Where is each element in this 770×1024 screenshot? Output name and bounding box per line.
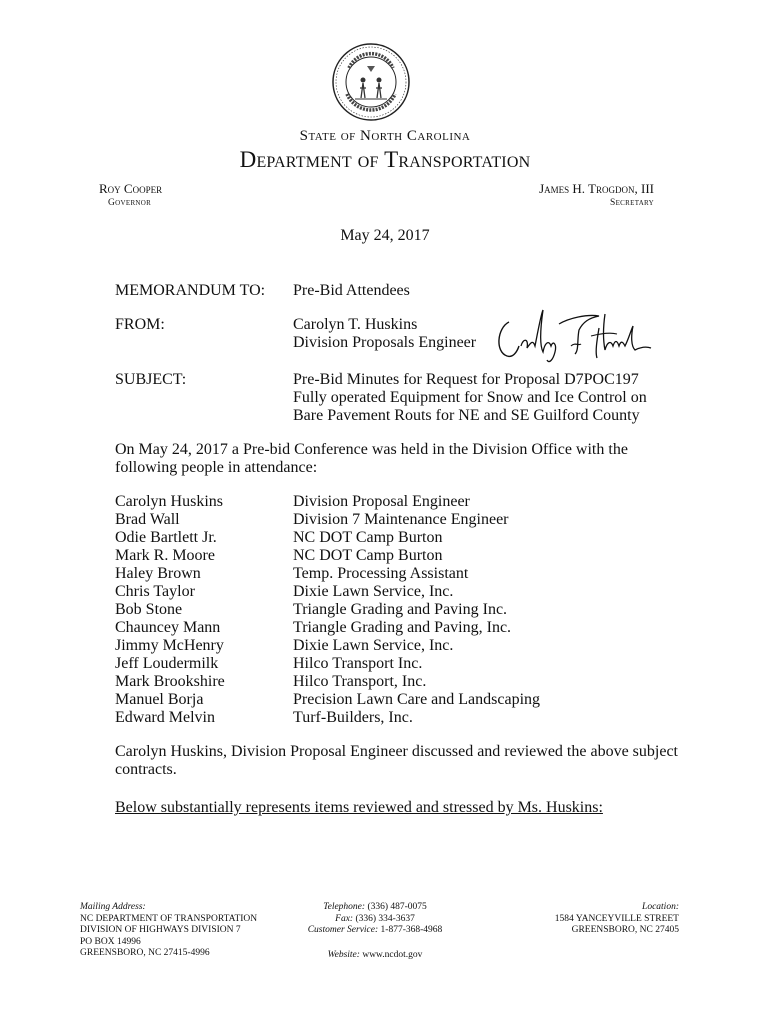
attendee-organization: Turf-Builders, Inc.: [293, 709, 413, 726]
attendee-row: [115, 583, 615, 601]
attendee-name: Jimmy McHenry: [115, 637, 224, 654]
memo-to-label: MEMORANDUM TO:: [115, 282, 266, 299]
attendee-organization: Triangle Grading and Paving Inc.: [293, 601, 508, 618]
fax-line: [290, 914, 460, 926]
attendee-name: Jeff Loudermilk: [115, 655, 219, 672]
attendee-name: Edward Melvin: [115, 709, 215, 726]
memo-subject-line: Fully operated Equipment for Snow and Ice Control on: [293, 389, 647, 406]
attendee-row: [115, 637, 615, 655]
customer-service-value: 1-877-368-4968: [380, 925, 443, 935]
mailing-address-label: Mailing Address:: [80, 902, 146, 912]
secretary-title: Secretary: [610, 198, 654, 208]
footer-mailing-address: [80, 902, 257, 960]
location-line: GREENSBORO, NC 27405: [571, 925, 679, 935]
paragraph-line: contracts.: [115, 761, 177, 778]
fax-value: (336) 334-3637: [355, 913, 415, 924]
attendee-name: Chris Taylor: [115, 583, 195, 600]
attendee-name: Manuel Borja: [115, 691, 204, 708]
memo-to-value: Pre-Bid Attendees: [293, 282, 410, 299]
mailing-address-line: PO BOX 14996: [80, 936, 141, 947]
attendee-organization: Division 7 Maintenance Engineer: [293, 511, 509, 528]
discussed-paragraph: [115, 743, 695, 779]
attendee-row: [115, 493, 615, 511]
website-label: Website:: [327, 950, 360, 960]
customer-service-line: [290, 925, 460, 937]
location-line: 1584 YANCEYVILLE STREET: [554, 913, 679, 924]
paragraph-line: On May 24, 2017 a Pre-bid Conference was held in the Division Office with the: [115, 441, 628, 458]
attendee-row: [115, 529, 615, 547]
mailing-address-line: GREENSBORO, NC 27415-4996: [80, 948, 210, 958]
attendee-row: [115, 565, 615, 583]
mailing-address-line: DIVISION OF HIGHWAYS DIVISION 7: [80, 925, 241, 935]
signature: [487, 300, 657, 368]
department-heading: Department of Transportation: [239, 147, 531, 172]
attendee-name: Mark R. Moore: [115, 547, 215, 564]
footer-contact: [290, 902, 460, 937]
attendee-organization: NC DOT Camp Burton: [293, 529, 443, 546]
state-name-heading: State of North Carolina: [299, 128, 471, 144]
telephone-line: [290, 902, 460, 914]
attendee-name: Bob Stone: [115, 601, 183, 618]
attendee-organization: Precision Lawn Care and Landscaping: [293, 691, 541, 708]
mailing-address-line: NC DEPARTMENT OF TRANSPORTATION: [80, 913, 258, 924]
attendee-row: [115, 691, 615, 709]
memo-date: May 24, 2017: [340, 227, 430, 244]
attendee-row: [115, 655, 615, 673]
attendee-organization: Division Proposal Engineer: [293, 493, 470, 510]
customer-service-label: Customer Service:: [307, 925, 379, 935]
attendee-row: [115, 709, 615, 727]
memo-from-name: Carolyn T. Huskins: [293, 316, 418, 333]
secretary-name: James H. Trogdon, III: [539, 181, 654, 196]
attendee-organization: Hilco Transport Inc.: [293, 655, 423, 672]
nc-state-seal-icon: [331, 42, 411, 122]
memo-subject-line: Bare Pavement Routs for NE and SE Guilford County: [293, 407, 640, 424]
attendee-row: [115, 601, 615, 619]
attendee-name: Mark Brookshire: [115, 673, 225, 690]
intro-paragraph: [115, 441, 675, 477]
attendee-row: [115, 673, 615, 691]
attendee-name: Chauncey Mann: [115, 619, 221, 636]
attendee-row: [115, 511, 615, 529]
website-link[interactable]: www.ncdot.gov: [362, 950, 423, 960]
paragraph-line: following people in attendance:: [115, 459, 318, 476]
handwritten-signature-icon: [487, 300, 657, 368]
attendee-name: Odie Bartlett Jr.: [115, 529, 217, 546]
memo-from-label: FROM:: [115, 316, 165, 333]
state-seal: [331, 42, 411, 122]
memo-from-title: Division Proposals Engineer: [293, 334, 477, 351]
attendee-name: Brad Wall: [115, 511, 180, 528]
attendee-organization: Dixie Lawn Service, Inc.: [293, 637, 454, 654]
attendee-row: [115, 619, 615, 637]
location-label: Location:: [642, 902, 679, 912]
paragraph-line: Carolyn Huskins, Division Proposal Engineer discussed and reviewed the above subject: [115, 743, 678, 760]
attendee-organization: Hilco Transport, Inc.: [293, 673, 427, 690]
telephone-value: (336) 487-0075: [367, 902, 427, 912]
memo-subject-line: Pre-Bid Minutes for Request for Proposal D7POC197: [293, 371, 639, 388]
attendee-organization: Dixie Lawn Service, Inc.: [293, 583, 454, 600]
attendee-row: [115, 547, 615, 565]
footer-location: [555, 902, 679, 937]
memo-subject-label: SUBJECT:: [115, 371, 187, 388]
attendee-list: [115, 493, 615, 727]
attendee-name: Haley Brown: [115, 565, 201, 582]
attendee-name: Carolyn Huskins: [115, 493, 223, 510]
telephone-label: Telephone:: [323, 902, 366, 912]
attendee-organization: Triangle Grading and Paving, Inc.: [293, 619, 512, 636]
fax-label: Fax:: [335, 913, 354, 924]
footer-website: [290, 950, 460, 962]
items-reviewed-heading: Below substantially represents items reviewed and stressed by Ms. Huskins:: [115, 799, 603, 816]
attendee-organization: Temp. Processing Assistant: [293, 565, 469, 582]
attendee-organization: NC DOT Camp Burton: [293, 547, 443, 564]
governor-title: Governor: [108, 198, 152, 208]
governor-name: Roy Cooper: [99, 181, 163, 196]
